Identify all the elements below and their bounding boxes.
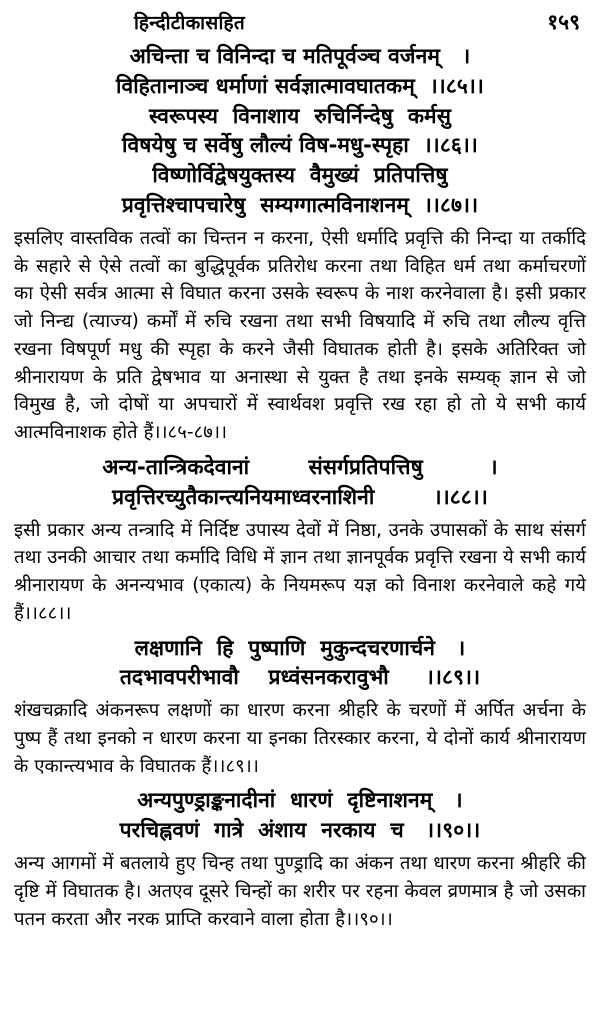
verse-block-88 <box>14 453 586 513</box>
commentary-paragraph: अन्य आगमों में बतलाये हुए चिन्ह तथा पुण्ड्रादि का अंकन तथा धारण करना श्रीहरि की दृष्टि में विघातक है। अतएव दूसरे चिन्हों का शरीर पर रहना केवल व्रणमात्र है जो उसका पतन करता और नरक प्राप्ति करवाने वाला होता है।।९०।। <box>14 853 586 930</box>
header-title: हिन्दीटीकासहित <box>134 12 245 34</box>
verse-block-85-87 <box>14 42 586 221</box>
page-number: १५९ <box>547 10 580 34</box>
verse-block-89 <box>14 634 586 694</box>
verse-line: तदभावपरीभावौ प्रध्वंसनकरावुभौ ।।८९।। <box>119 665 481 690</box>
verse-line: अन्यपुण्ड्राङ्कनादीनां धारणं दृष्टिनाशनम् । <box>137 788 463 813</box>
verse-line: लक्षणानि हि पुष्पाणि मुकुन्दचरणार्चने । <box>134 635 466 660</box>
commentary-paragraph: शंखचक्रादि अंकनरूप लक्षणों का धारण करना श्रीहरि के चरणों में अर्पित अर्चना के पुष्प हैं तथा इनको न धारण करना या इनका तिरस्कार करना, ये दोनों कार्य श्रीनारायण के एकान्त्यभाव के विघातक हैं।।८९।। <box>14 700 586 777</box>
verse-line: स्वरूपस्य विनाशाय रुचिर्निन्देषु कर्मसु <box>149 103 451 128</box>
verse-line: विषयेषु च सर्वेषु लौल्यं विष-मधु-स्पृहा ।।८६।। <box>122 133 478 158</box>
verse-line: प्रवृत्तिरच्युतैकान्त्यनियमाध्वरनाशिनी ।।८८।। <box>112 484 488 509</box>
verse-line: अचिन्ता च विनिन्दा च मतिपूर्वञ्च वर्जनम् । <box>129 44 471 68</box>
verse-line: विहितानाञ्च धर्माणां सर्वज्ञात्मावघातकम् ।।८५।। <box>116 73 484 98</box>
verse-line: प्रवृत्तिश्चापचारेषु सम्यग्गात्मविनाशनम् ।।८७।। <box>121 193 479 218</box>
verse-line: अन्य-तान्त्रिकदेवानां संसर्गप्रतिपत्तिषु । <box>102 454 498 479</box>
commentary-paragraph: इसी प्रकार अन्य तन्त्रादि में निर्दिष्ट उपास्य देवों में निष्ठा, उनके उपासकों के साथ संसर्ग तथा उनकी आचार तथा कर्मादि विधि में ज्ञान तथा ज्ञानपूर्वक प्रवृत्ति रखना ये सभी कार्य श्रीनारायण के अनन्यभाव (एकात्य) के नियमरूप यज्ञ को विनाश करनेवाले कहे गये हैं।।८८।। <box>14 519 586 624</box>
verse-line: परचिह्नवणं गात्रे अंशाय नरकाय च ।।९०।। <box>119 818 481 843</box>
verse-line: विष्णोर्विद्वेषयुक्तस्य वैमुख्यं प्रतिपत्तिषु <box>152 163 448 188</box>
commentary-paragraph: इसलिए वास्तविक तत्वों का चिन्तन न करना, ऐसी धर्मादि प्रवृत्ति की निन्दा या तर्कादि के सहारे से ऐसे तत्वों का बुद्धिपूर्वक प्रतिरोध करना तथा विहित धर्म तथा कर्माचरणों का ऐसी सर्वत्र आत्मा से विघात करना उसके स्वरूप के नाश करनेवाला है। इसी प्रकार जो निन्द्य (त्याज्य) कर्मों में रुचि रखना तथा सभी विषयादि में रुचि तथा लौल्य वृत्ति रखना विषपूर्ण मधु की स्पृहा के करने जैसी विघातक होती है। इसके अतिरिक्त जो श्रीनारायण के प्रति द्वेषभाव या अनास्था से युक्त है तथा इनके सम्यक् ज्ञान से जो विमुख है, जो दोषों या अपचारों में स्वार्थवश प्रवृत्ति रख रहा हो तो ये सभी कार्य आत्मविनाशक होते हैं।।८५-८७।। <box>14 227 586 444</box>
verse-block-90 <box>14 786 586 846</box>
page-header <box>14 8 586 36</box>
